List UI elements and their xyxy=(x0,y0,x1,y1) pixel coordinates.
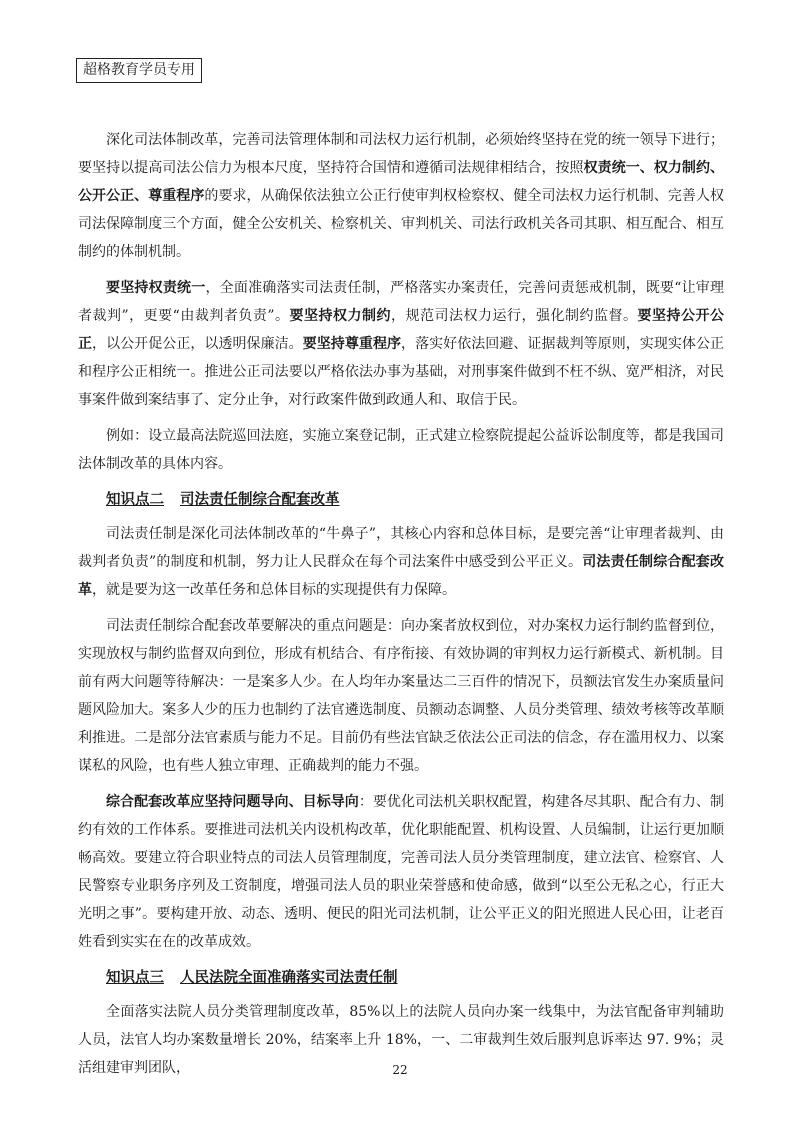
header-label: 超格教育学员专用 xyxy=(76,58,202,83)
document-body xyxy=(78,126,724,1090)
paragraph-3: 例如：设立最高法院巡回法庭，实施立案登记制，正式建立检察院提起公益诉讼制度等，都是我国司法体制改革的具体内容。 xyxy=(78,428,724,472)
paragraph-6: 综合配套改革应坚持问题导向、目标导向：要优化司法机关职权配置，构建各尽其职、配合有力、制约有效的工作体系。要推进司法机关内设机构改革，优化职能配置、机构设置、人员编制，让运行更加顺畅高效。要建立符合职业特点的司法人员管理制度，完善司法人员分类管理制度，建立法官、检察官、人民警察专业职务序列及工资制度，增强司法人员的职业荣誉感和使命感，做到“以至公无私之心，行正大光明之事”。要构建开放、动态、透明、便民的阳光司法机制，让公平正义的阳光照进人民心田，让老百姓看到实实在在的改革成效。 xyxy=(78,794,725,950)
section-heading-3: 知识点三 人民法院全面准确落实司法责任制 xyxy=(106,969,398,986)
paragraph-5: 司法责任制综合配套改革要解决的重点问题是：向办案者放权到位，对办案权力运行制约监督到位，实现放权与制约监督双向到位，形成有机结合、有序衔接、有效协调的审判权力运行新模式、新机制。目前有两大问题等待解决：一是案多人少。在人均年办案量达二三百件的情况下，员额法官发生办案质量问题风险加大。案多人少的压力也制约了法官遴选制度、员额动态调整、人员分类管理、绩效考核等改革顺利推进。二是部分法官素质与能力不足。目前仍有些法官缺乏依法公正司法的信念，存在滥用权力、以案谋私的风险，也有些人独立审理、正确裁判的能力不强。 xyxy=(78,618,724,774)
paragraph-4: 司法责任制是深化司法体制改革的“牛鼻子”，其核心内容和总体目标，是要完善“让审理者裁判、由裁判者负责”的制度和机制，努力让人民群众在每个司法案件中感受到公平正义。司法责任制综合配套改革，就是要为这一改革任务和总体目标的实现提供有力保障。 xyxy=(78,526,725,598)
paragraph-7: 全面落实法院人员分类管理制度改革，85%以上的法院人员向办案一线集中，为法官配备审判辅助人员，法官人均办案数量增长 20%，结案率上升 18%，一、二审裁判生效后服判息诉率达 97. 9%；灵活组建审判团队， xyxy=(78,1004,724,1076)
section-heading-2: 知识点二 司法责任制综合配套改革 xyxy=(106,491,340,508)
paragraph-2: 要坚持权责统一，全面准确落实司法责任制，严格落实办案责任，完善问责惩戒机制，既要“让审理者裁判”，更要“由裁判者负责”。要坚持权力制约，规范司法权力运行，强化制约监督。要坚持公开公正，以公开促公正，以透明保廉洁。要坚持尊重程序，落实好依法回避、证据裁判等原则，实现实体公正和程序公正相统一。推进公正司法要以严格依法办事为基础，对刑事案件做到不枉不纵、宽严相济，对民事案件做到案结事了、定分止争，对行政案件做到政通人和、取信于民。 xyxy=(78,280,725,408)
page-number: 22 xyxy=(392,1063,408,1077)
paragraph-1: 深化司法体制改革，完善司法管理体制和司法权力运行机制，必须始终坚持在党的统一领导下进行；要坚持以提高司法公信力为根本尺度，坚持符合国情和遵循司法规律相结合，按照权责统一、权力制约、公开公正、尊重程序的要求，从确保依法独立公正行使审判权检察权、健全司法权力运行机制、完善人权司法保障制度三个方面，健全公安机关、检察机关、审判机关、司法行政机关各司其职、相互配合、相互制约的体制机制。 xyxy=(78,132,725,260)
